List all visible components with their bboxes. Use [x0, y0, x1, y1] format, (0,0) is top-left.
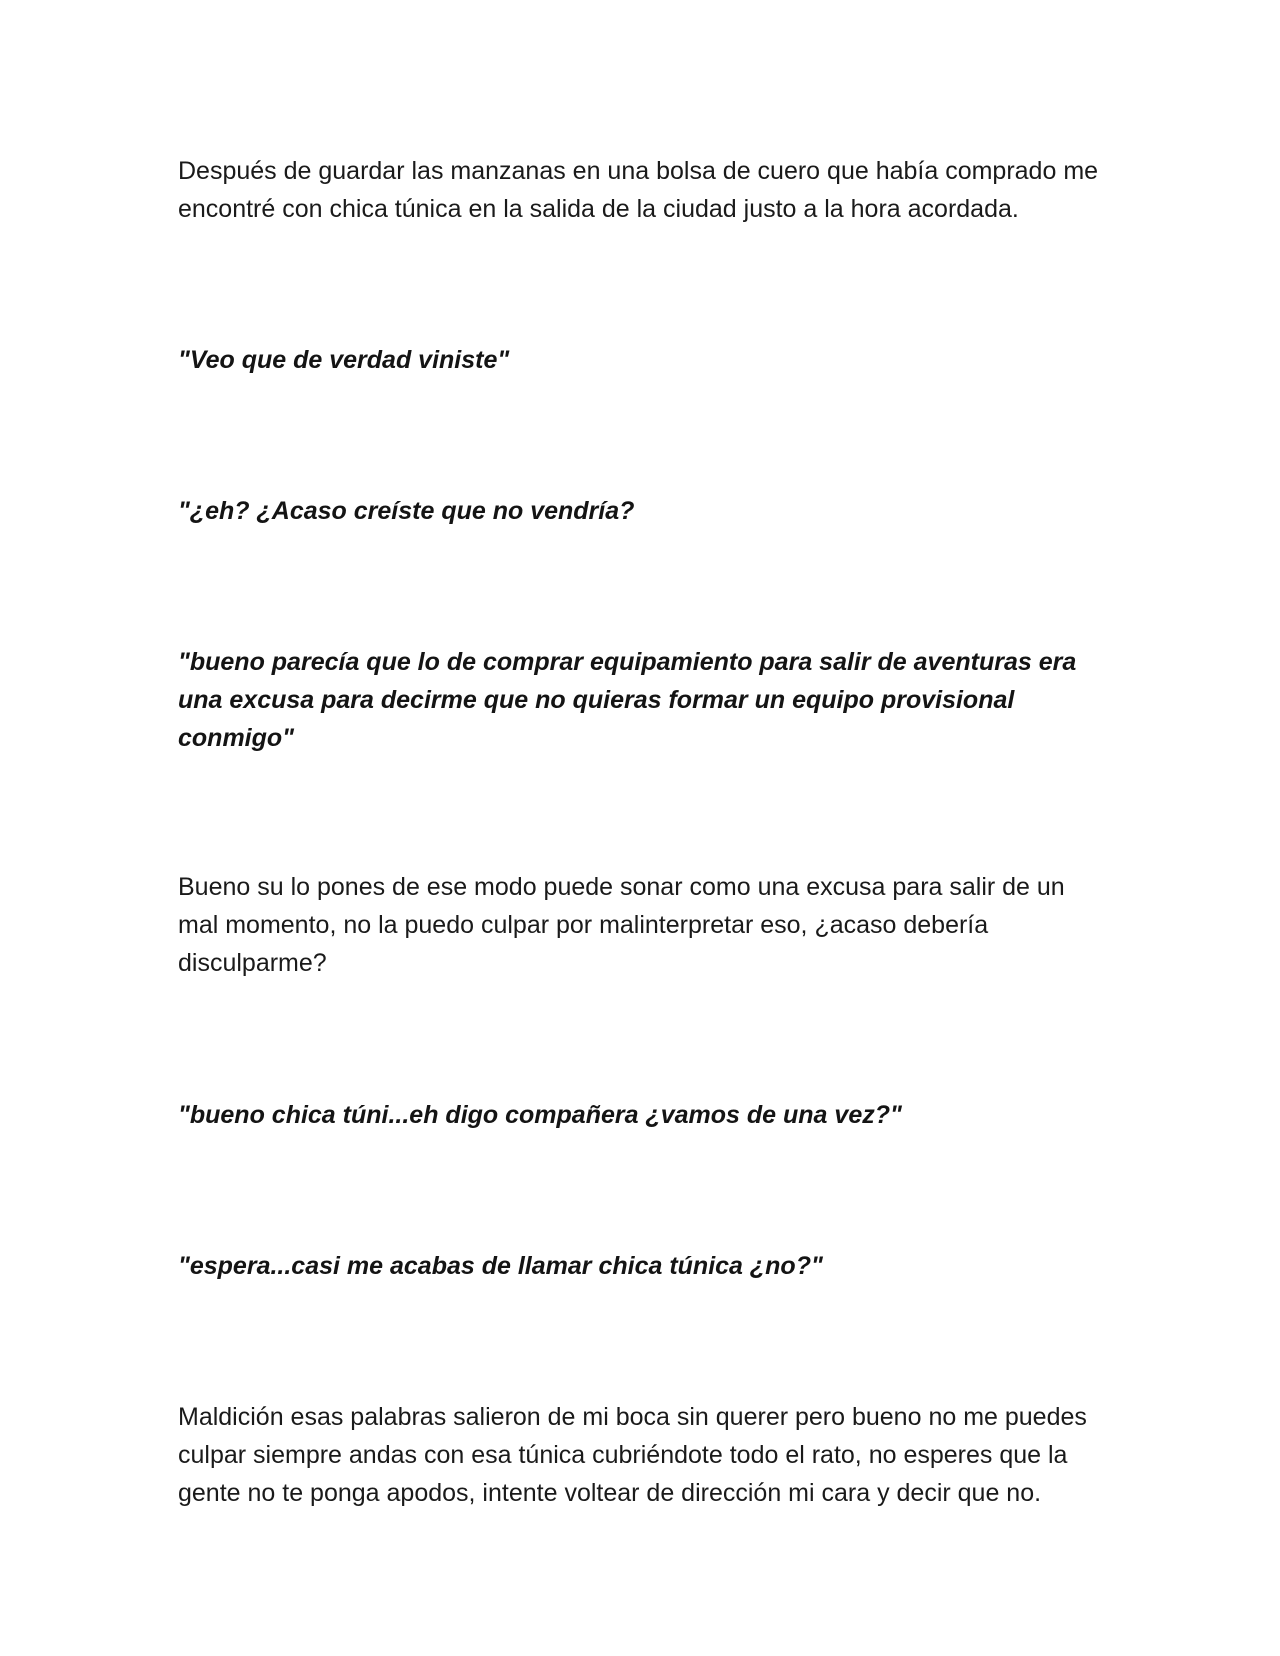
dialogue-paragraph	[178, 341, 1118, 379]
text-line: "bueno chica túni...eh digo compañera ¿vamos de una vez?"	[178, 1101, 902, 1129]
narration-paragraph	[178, 152, 1118, 228]
text-line: conmigo"	[178, 724, 295, 752]
text-line: "espera...casi me acabas de llamar chica túnica ¿no?"	[178, 1252, 823, 1280]
dialogue-paragraph	[178, 492, 1118, 530]
text-line: Después de guardar las manzanas en una bolsa de cuero que había comprado me	[178, 157, 1099, 185]
text-line: Bueno su lo pones de ese modo puede sonar como una excusa para salir de un	[178, 873, 1065, 901]
dialogue-paragraph	[178, 1247, 1118, 1285]
text-line: "bueno parecía que lo de comprar equipamiento para salir de aventuras era	[178, 648, 1077, 676]
text-line: "Veo que de verdad viniste"	[178, 346, 510, 374]
narration-paragraph	[178, 1398, 1118, 1512]
text-line: disculparme?	[178, 949, 327, 977]
text-line: encontré con chica túnica en la salida de la ciudad justo a la hora acordada.	[178, 195, 1019, 223]
text-line: culpar siempre andas con esa túnica cubriéndote todo el rato, no esperes que la	[178, 1441, 1068, 1469]
narration-paragraph	[178, 868, 1118, 982]
text-line: "¿eh? ¿Acaso creíste que no vendría?	[178, 497, 635, 525]
dialogue-paragraph	[178, 643, 1118, 757]
text-line: mal momento, no la puedo culpar por malinterpretar eso, ¿acaso debería	[178, 911, 989, 939]
text-line: una excusa para decirme que no quieras formar un equipo provisional	[178, 686, 1015, 714]
text-line: Maldición esas palabras salieron de mi boca sin querer pero bueno no me puedes	[178, 1403, 1087, 1431]
text-line: gente no te ponga apodos, intente voltear de dirección mi cara y decir que no.	[178, 1479, 1042, 1507]
dialogue-paragraph	[178, 1096, 1118, 1134]
